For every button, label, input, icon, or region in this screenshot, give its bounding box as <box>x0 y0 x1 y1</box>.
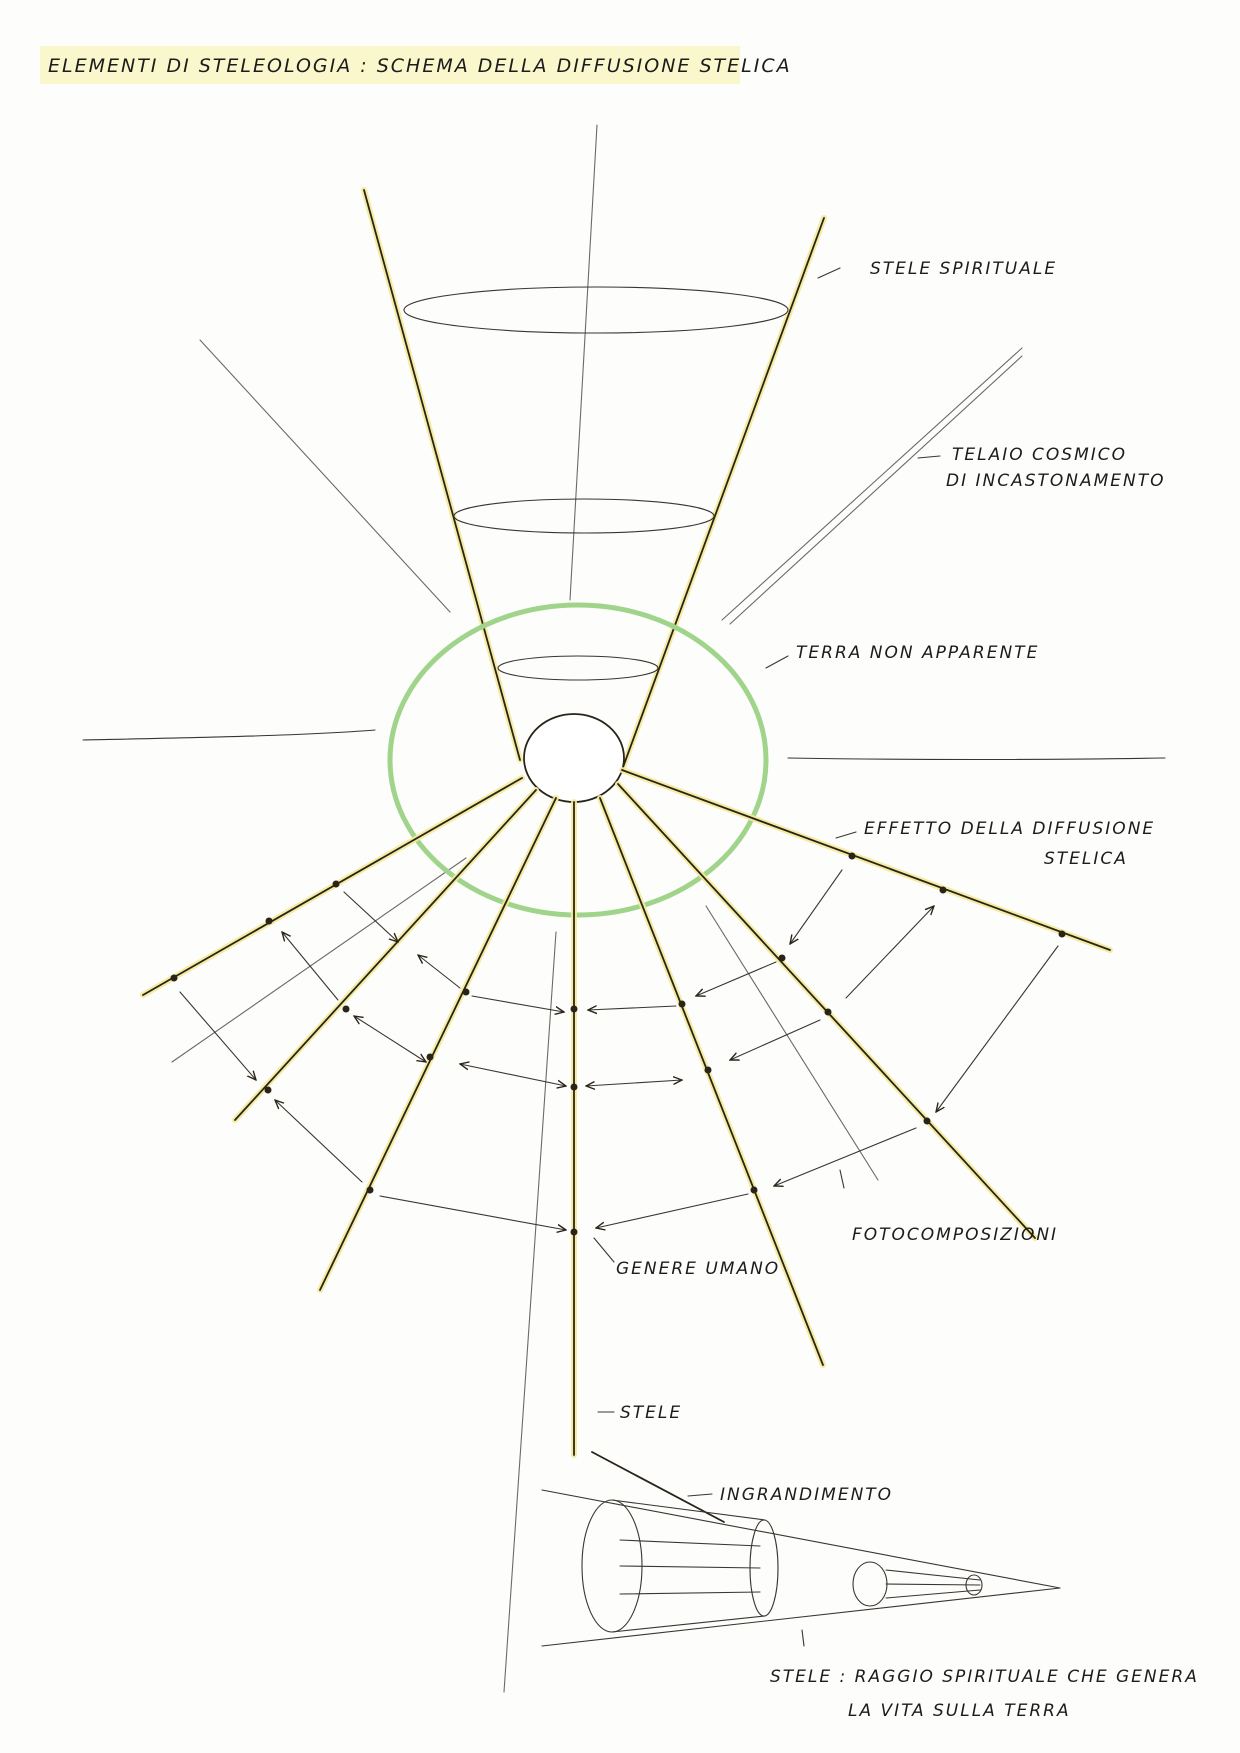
diagram-title: ELEMENTI DI STELEOLOGIA : SCHEMA DELLA DIFFUSIONE STELICA <box>48 55 792 77</box>
label-telaio-line2: DI INCASTONAMENTO <box>946 471 1166 491</box>
spiritual-stele-cone <box>364 190 824 770</box>
label-telaio-line1: TELAIO COSMICO <box>952 445 1127 465</box>
label-stele: STELE <box>620 1403 683 1423</box>
diffusion-arrows <box>180 870 1058 1230</box>
magnified-stele <box>542 1490 1060 1646</box>
spirit-axis <box>570 125 597 600</box>
cosmic-frame-lines <box>83 340 1165 1692</box>
earth-core <box>524 714 624 802</box>
label-terra: TERRA NON APPARENTE <box>796 643 1040 663</box>
label-fotocomposizioni: FOTOCOMPOSIZIONI <box>852 1225 1059 1245</box>
label-leaders <box>594 268 940 1646</box>
caption-line2: LA VITA SULLA TERRA <box>848 1701 1071 1721</box>
label-effetto-line1: EFFETTO DELLA DIFFUSIONE <box>864 819 1156 839</box>
label-genere-umano: GENERE UMANO <box>616 1259 781 1279</box>
label-stele-spirituale: STELE SPIRITUALE <box>870 259 1058 279</box>
label-ingrandimento: INGRANDIMENTO <box>720 1485 894 1505</box>
label-effetto-line2: STELICA <box>1044 849 1128 869</box>
caption-line1: STELE : RAGGIO SPIRITUALE CHE GENERA <box>770 1667 1199 1687</box>
